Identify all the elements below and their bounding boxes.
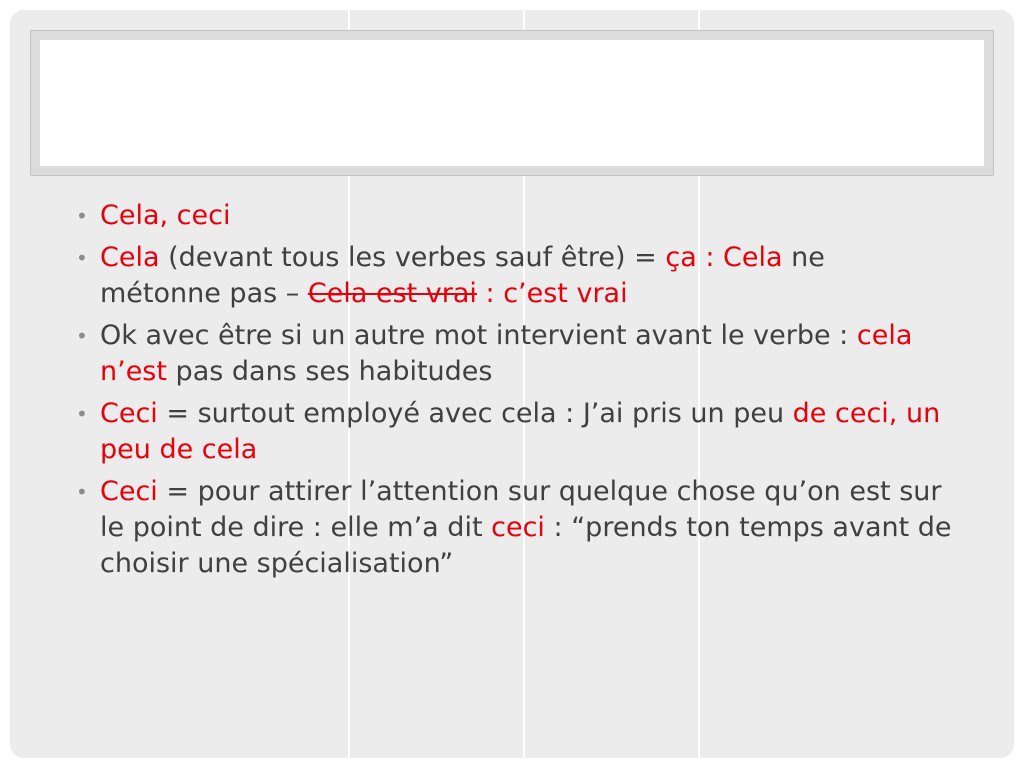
bullet-item: [72, 318, 952, 390]
bullet-list: [72, 198, 952, 582]
bullet-dot-icon: •: [76, 324, 88, 348]
highlighted-text: Cela, ceci: [100, 200, 231, 231]
highlighted-text: ceci: [491, 512, 545, 543]
title-placeholder: [40, 40, 984, 166]
bullet-item: [72, 396, 952, 468]
slide-content: [72, 198, 952, 588]
body-text: = pour attirer l’attention sur quelque chose qu’on est sur le point de dire : elle m’a dit: [100, 476, 942, 543]
highlighted-text: Cela: [100, 242, 160, 273]
body-text: ne métonne pas –: [100, 242, 825, 309]
bullet-dot-icon: •: [76, 246, 88, 270]
bullet-dot-icon: •: [76, 402, 88, 426]
highlighted-text: de ceci, un peu de cela: [100, 398, 941, 465]
highlighted-text: : c’est vrai: [476, 278, 628, 309]
highlighted-text: cela n’est: [100, 320, 913, 387]
body-text: pas dans ses habitudes: [166, 356, 493, 387]
title-frame: [30, 30, 994, 176]
slide: [10, 10, 1014, 758]
bullet-item: [72, 474, 952, 582]
bullet-dot-icon: •: [76, 204, 88, 228]
body-text: = surtout employé avec cela : J’ai pris un peu: [157, 398, 793, 429]
highlighted-text: Ceci: [100, 476, 158, 507]
bullet-dot-icon: •: [76, 480, 88, 504]
body-text: (devant tous les verbes sauf être) =: [159, 242, 666, 273]
highlighted-text: Cela est vrai: [307, 278, 477, 309]
bullet-item: [72, 198, 952, 234]
bullet-item: [72, 240, 952, 312]
body-text: : “prends ton temps avant de choisir une spécialisation”: [100, 512, 952, 579]
body-text: Ok avec être si un autre mot intervient avant le verbe :: [100, 320, 857, 351]
highlighted-text: Ceci: [100, 398, 158, 429]
highlighted-text: ça : Cela: [665, 242, 783, 273]
